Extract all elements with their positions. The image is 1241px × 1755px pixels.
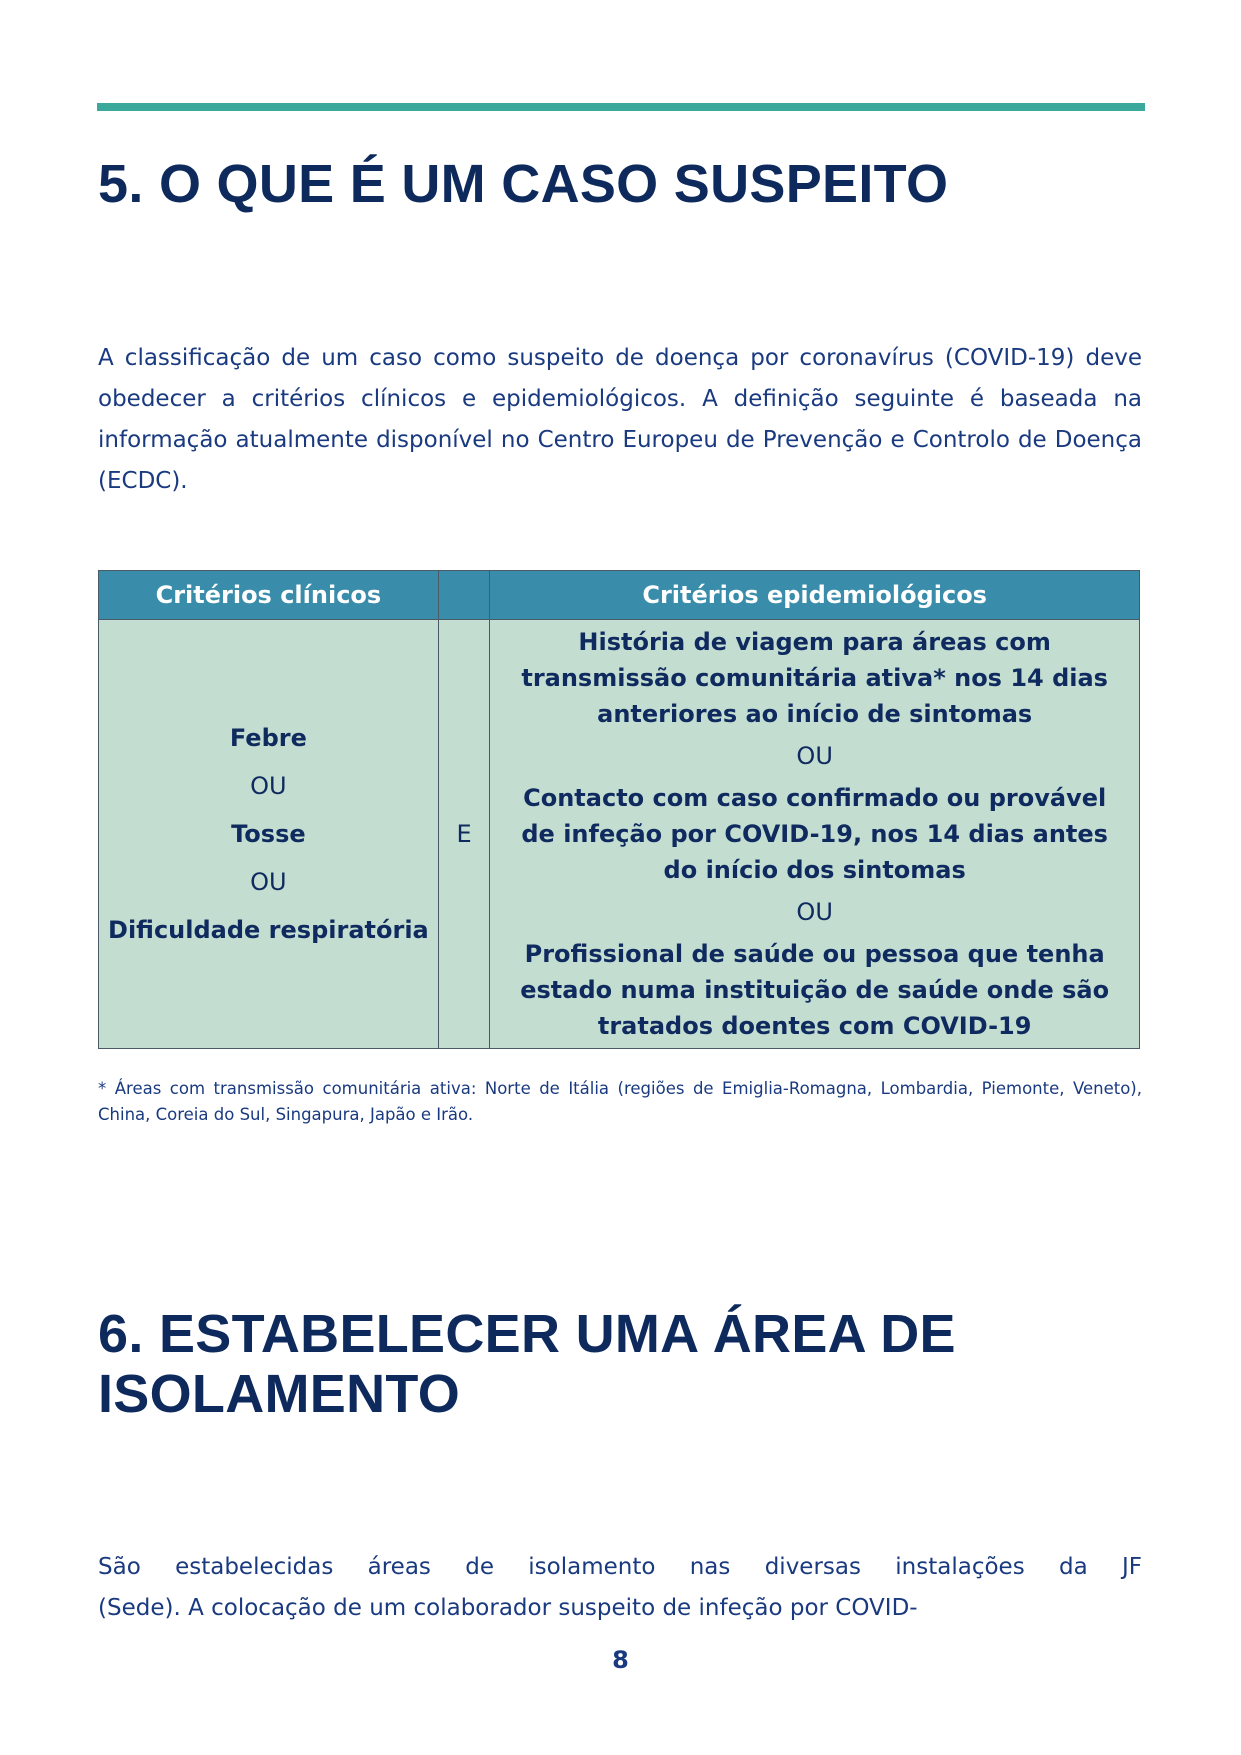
clinical-item-cough: Tosse — [231, 820, 306, 848]
section-6-heading — [98, 1304, 956, 1424]
epi-item-health-professional: Profissional de saúde ou pessoa que tenha estado numa instituição de saúde onde são tratados doentes com COVID-19 — [520, 940, 1110, 1040]
criteria-table-header-row — [99, 571, 1140, 620]
epi-or-1: OU — [796, 742, 833, 770]
clinical-criteria-header: Critérios clínicos — [99, 571, 439, 620]
section-6-paragraph — [98, 1547, 1142, 1629]
epidemiological-criteria-cell — [490, 620, 1140, 1049]
criteria-table-row — [99, 620, 1140, 1049]
section-6-heading-line-1: 6. ESTABELECER UMA ÁREA DE — [98, 1304, 956, 1364]
clinical-or-2: OU — [250, 868, 287, 896]
clinical-criteria-cell — [99, 620, 439, 1049]
epi-item-contact-with-case: Contacto com caso confirmado ou provável de infeção por COVID-19, nos 14 dias antes do início dos sintomas — [521, 784, 1108, 884]
epidemiological-criteria-header: Critérios epidemiológicos — [490, 571, 1140, 620]
connector-header — [438, 571, 490, 620]
section-6-paragraph-line-2: (Sede). A colocação de um colaborador suspeito de infeção por COVID- — [98, 1595, 918, 1621]
section-6-paragraph-line-1: São estabelecidas áreas de isolamento nas diversas instalações da JF — [98, 1554, 1142, 1580]
epi-item-travel-history: História de viagem para áreas com transmissão comunitária ativa* nos 14 dias anteriores ao início de sintomas — [521, 628, 1108, 728]
section-5-intro-paragraph: A classificação de um caso como suspeito de doença por coronavírus (COVID-19) deve obedecer a critérios clínicos e epidemiológicos. A definição seguinte é baseada na informação atualmente disponível no Centro Europeu de Prevenção e Controlo de Doença (ECDC). — [98, 345, 1142, 494]
section-5-heading: 5. O QUE É UM CASO SUSPEITO — [98, 154, 949, 214]
section-6-heading-line-2: ISOLAMENTO — [98, 1364, 461, 1424]
clinical-item-breathing-difficulty: Dificuldade respiratória — [108, 916, 429, 944]
suspect-case-criteria-table — [98, 570, 1140, 1049]
table-footnote: * Áreas com transmissão comunitária ativa: Norte de Itália (regiões de Emiglia-Romagna, Lombardia, Piemonte, Veneto), China, Coreia do Sul, Singapura, Japão e Irão. — [98, 1079, 1142, 1124]
connector-cell: E — [438, 620, 490, 1049]
page-number: 8 — [612, 1646, 629, 1674]
top-accent-rule — [97, 103, 1145, 111]
epi-or-2: OU — [796, 898, 833, 926]
clinical-or-1: OU — [250, 772, 287, 800]
clinical-item-fever: Febre — [229, 724, 307, 752]
